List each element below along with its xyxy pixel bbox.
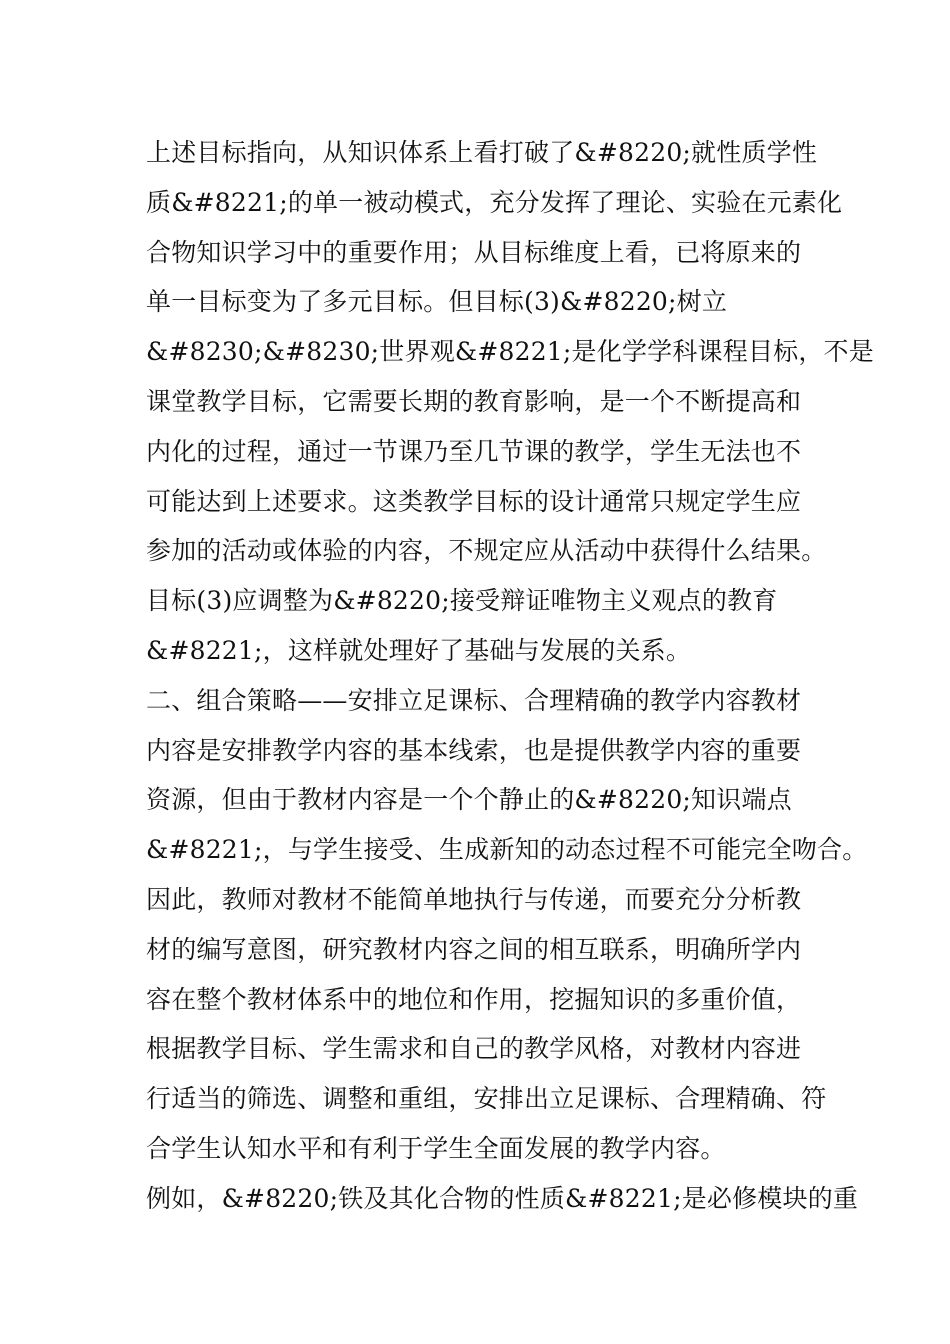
- text-line: 目标(3)应调整为&#8220;接受辩证唯物主义观点的教育: [146, 586, 778, 616]
- text-line: 课堂教学目标，它需要长期的教育影响，是一个不断提高和: [146, 386, 802, 416]
- body-text: [146, 128, 874, 1224]
- text-line: 内化的过程，通过一节课乃至几节课的教学，学生无法也不: [146, 436, 802, 466]
- text-line: 上述目标指向，从知识体系上看打破了&#8220;就性质学性: [146, 138, 818, 167]
- text-line: 可能达到上述要求。这类教学目标的设计通常只规定学生应: [146, 486, 802, 516]
- text-line: 参加的活动或体验的内容，不规定应从活动中获得什么结果。: [146, 536, 827, 566]
- text-line: &#8221;，与学生接受、生成新知的动态过程不可能完全吻合。: [146, 835, 868, 865]
- text-line: 例如，&#8220;铁及其化合物的性质&#8221;是必修模块的重: [146, 1183, 859, 1213]
- text-line: 合学生认知水平和有利于学生全面发展的教学内容。: [146, 1133, 726, 1163]
- text-line: &#8230;&#8230;世界观&#8221;是化学学科课程目标，不是: [146, 337, 874, 367]
- text-line: 材的编写意图，研究教材内容之间的相互联系，明确所学内: [146, 934, 802, 964]
- text-line: &#8221;，这样就处理好了基础与发展的关系。: [146, 635, 692, 665]
- text-line: 质&#8221;的单一被动模式，充分发挥了理论、实验在元素化: [146, 187, 843, 217]
- text-line: 因此，教师对教材不能简单地执行与传递，而要充分分析教: [146, 884, 802, 914]
- section-heading: 二、组合策略——安排立足课标、合理精确的教学内容教材: [146, 685, 802, 715]
- text-line: 资源，但由于教材内容是一个个静止的&#8220;知识端点: [146, 785, 792, 815]
- text-line: 内容是安排教学内容的基本线索，也是提供教学内容的重要: [146, 735, 802, 765]
- text-line: 容在整个教材体系中的地位和作用，挖掘知识的多重价值，: [146, 984, 802, 1014]
- text-line: 根据教学目标、学生需求和自己的教学风格，对教材内容进: [146, 1034, 802, 1064]
- text-line: 行适当的筛选、调整和重组，安排出立足课标、合理精确、符: [146, 1084, 827, 1114]
- text-line: 单一目标变为了多元目标。但目标(3)&#8220;树立: [146, 287, 728, 317]
- text-line: 合物知识学习中的重要作用；从目标维度上看，已将原来的: [146, 237, 802, 267]
